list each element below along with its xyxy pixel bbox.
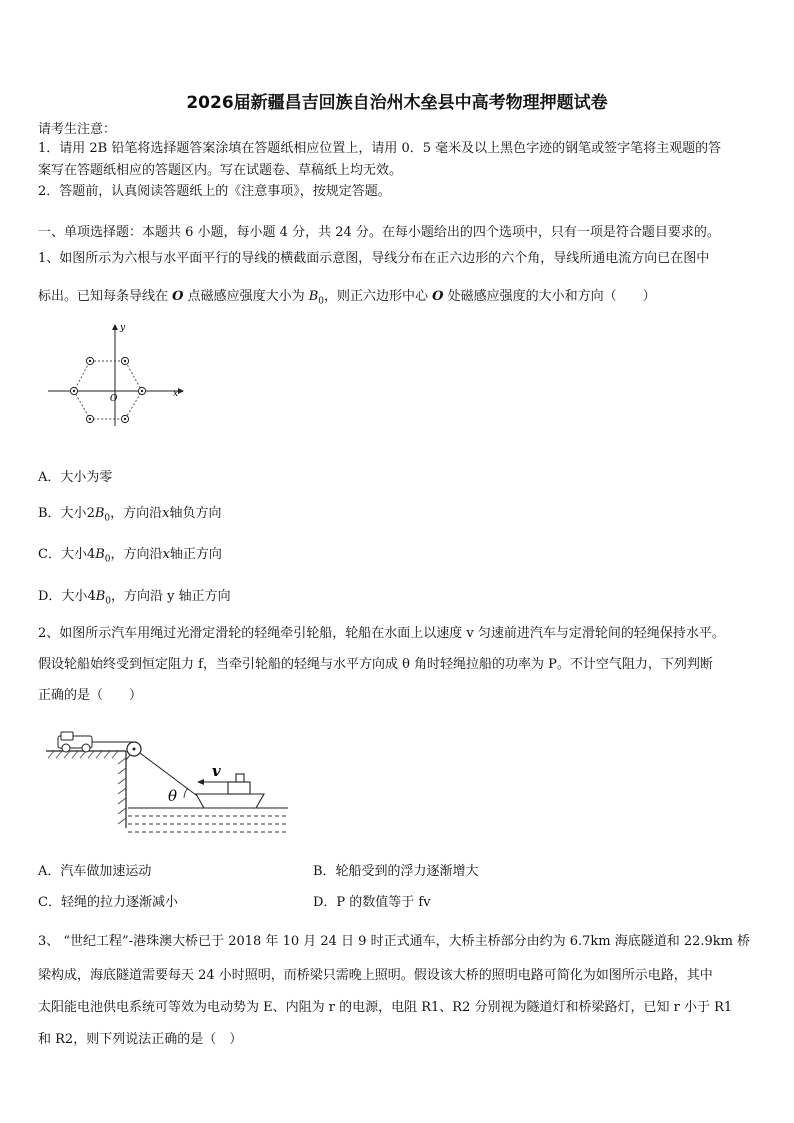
cliff-hatching — [118, 758, 126, 824]
angle-arc — [184, 788, 188, 798]
q1-option-a: A．大小为零 — [38, 470, 113, 485]
notice-item-1-line-2: 案写在答题纸相应的答题区内。写在试题卷、草稿纸上均无效。 — [38, 163, 403, 178]
y-axis-label: y — [120, 323, 126, 333]
origin-label: O — [110, 394, 118, 404]
velocity-label: v — [212, 762, 221, 780]
q2-option-d: D．P 的数值等于 fv — [313, 895, 431, 910]
q3-line-1: 3、 “世纪工程”-港珠澳大桥已于 2018 年 10 月 24 日 9 时正式通车，大桥主桥部分由约为 6.7km 海底隧道和 22.9km 桥 — [38, 934, 751, 949]
notice-item-2: 2．答题前，认真阅读答题纸上的《注意事项》，按规定答题。 — [38, 184, 391, 199]
q3-line-3: 太阳能电池供电系统可等效为电动势为 E、内阻为 r 的电源，电阻 R1、R2 分别视为隧道灯和桥梁路灯，已知 r 小于 R1 — [38, 1000, 733, 1015]
q2-line-3: 正确的是（ ） — [38, 688, 143, 703]
q2-car-boat-figure — [44, 724, 294, 844]
q1-hexagon-figure — [40, 318, 190, 430]
water-lines — [128, 808, 288, 832]
hexagon-outline — [74, 361, 142, 419]
page-title: 2026届新疆昌吉回族自治州木垒县中高考物理押题试卷 — [186, 93, 608, 113]
q2-option-c: C．轻绳的拉力逐渐减小 — [38, 895, 178, 910]
q3-line-2: 梁构成，海底隧道需要每天 24 小时照明，而桥梁只需晚上照明。假设该大桥的照明电路可简化为如图所示电路，其中 — [38, 968, 713, 983]
boat — [196, 774, 264, 808]
x-axis-label: x — [173, 389, 179, 399]
q2-line-2: 假设轮船始终受到恒定阻力 f，当牵引轮船的轻绳与水平方向成 θ 角时轻绳拉船的功率为 P。不计空气阻力，下列判断 — [38, 657, 713, 672]
q2-option-b: B．轮船受到的浮力逐渐增大 — [313, 864, 479, 879]
q3-line-4: 和 R2，则下列说法正确的是（ ） — [38, 1032, 243, 1047]
car — [58, 732, 92, 752]
section-1-heading: 一、单项选择题：本题共 6 小题，每小题 4 分，共 24 分。在每小题给出的四个选项中，只有一项是符合题目要求的。 — [38, 225, 720, 240]
notice-heading: 请考生注意： — [38, 122, 117, 137]
q1-line-1: 1、如图所示为六根与水平面平行的导线的横截面示意图，导线分布在正六边形的六个角，导线所通电流方向已在图中 — [38, 251, 710, 266]
q2-line-1: 2、如图所示汽车用绳过光滑定滑轮的轻绳牵引轮船，轮船在水面上以速度 v 匀速前进汽车与定滑轮间的轻绳保持水平。 — [38, 626, 725, 641]
notice-item-1-line-1: 1．请用 2B 铅笔将选择题答案涂填在答题纸相应位置上，请用 0．5 毫米及以上黑色字迹的钢笔或签字笔将主观题的答 — [38, 141, 722, 156]
q1-line-2: 标出。已知每条导线在 O 点磁感应强度大小为 $B_0$，则正六边形中心 O 处磁感应强度的大小和方向（ ） — [38, 289, 656, 307]
q1-option-c: C．大小$4B_0$，方向沿x轴正方向 — [38, 547, 222, 565]
q1-option-d: D．大小$4B_0$，方向沿 y 轴正方向 — [38, 589, 231, 607]
x-axis-arrow — [178, 388, 184, 394]
q2-option-a: A．汽车做加速运动 — [38, 864, 152, 879]
ground-hatching — [48, 751, 118, 758]
y-axis-arrow — [112, 324, 118, 330]
q1-option-b: B．大小$2B_0$，方向沿x轴负方向 — [38, 506, 222, 524]
theta-label: θ — [168, 787, 178, 805]
